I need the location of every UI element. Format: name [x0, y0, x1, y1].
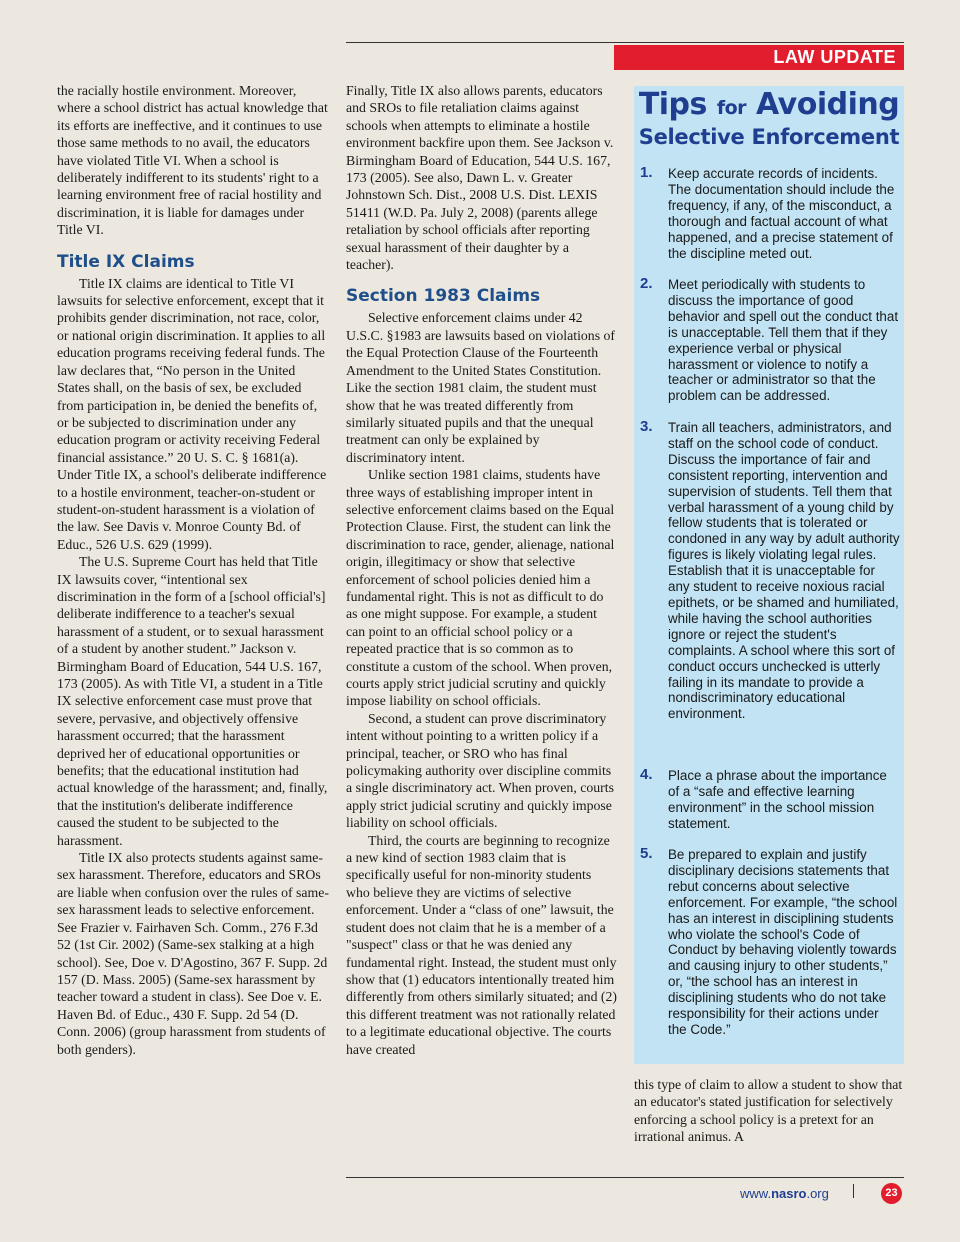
tip-number: 4. [640, 766, 653, 783]
col2-paragraph-1: Selective enforcement claims under 42 U.S.C. §1983 are lawsuits based on violations of the Equal Protection Clause of the Fourteenth Amendment to the United States Constitution. Like the section 1981 claim, the student must show that he was treated differently from similarly situated pupils and that the unequal treatment can only be explained by discriminatory intent. [346, 310, 616, 465]
tip-number: 3. [640, 418, 653, 435]
section-banner: LAW UPDATE [614, 45, 904, 70]
footer-website-link[interactable] [740, 1186, 829, 1201]
column-3-continuation: this type of claim to allow a student to show that an educator's stated justification for selectively enforcing a school policy is a pretext for an irrational animus. A [634, 1077, 903, 1145]
tip-number: 2. [640, 275, 653, 292]
footer-url-prefix: www. [740, 1186, 772, 1201]
column-1 [57, 82, 329, 1058]
page-number-badge: 23 [881, 1183, 902, 1204]
tips-title-line-2: Selective Enforcement [638, 125, 900, 149]
tip-text: Place a phrase about the importance of a “safe and effective learning environment” in the school mission statement. [668, 768, 887, 831]
col1-paragraph-1: Title IX claims are identical to Title VI lawsuits for selective enforcement, except that it prohibits gender discrimination, not race, color, or national origin discrimination. It applies to all education programs receiving federal funds. The law declares that, “No person in the United States shall, on the basis of sex, be excluded from participation in, be denied the benefits of, or be subjected to discrimination under any education program or activity receiving Federal financial assistance.” 20 U. S. C. § 1681(a). Under Title IX, a school's deliberate indifference to a hostile environment, teacher-on-student or student-on-student harassment is a violation of the law. See Davis v. Monroe County Bd. of Educ., 526 U.S. 629 (1999). [57, 275, 327, 552]
tips-title-word-avoiding: Avoiding [756, 87, 900, 122]
col2-paragraph-4: Third, the courts are beginning to recognize a new kind of section 1983 claim that is specifically useful for non-minority students who believe they are victims of selective enforcement. Under a “class of one” lawsuit, the student does not claim that he is a member of a "suspect" class or that he was denied any fundamental right. Instead, the student must only show that (1) educators intentionally treated him differently from others similarly situated; and (2) this different treatment was not rationally related to a legitimate educational objective. The courts have created [346, 832, 618, 1057]
col2-paragraph-3: Second, a student can prove discriminatory intent without pointing to a written policy if a principal, teacher, or SRO who has final policymaking authority over discipline commits a single discriminatory act. When proven, courts apply strict judicial scrutiny and quickly impose liability on school officials. [346, 710, 614, 831]
tip-number: 5. [640, 845, 653, 862]
tips-title [634, 88, 904, 149]
bottom-rule [346, 1177, 904, 1178]
footer-url-domain: nasro [771, 1186, 807, 1201]
title-ix-heading: Title IX Claims [57, 251, 195, 272]
tips-title-word-tips: Tips [638, 87, 707, 122]
tip-text: Train all teachers, administrators, and staff on the school code of conduct. Discuss the importance of fair and consistent reporting, intervention and supervision of students. Tell them that verbal harassment of a young child by fellow students that is tolerated or condoned in any way by adult authority figures is likely violating legal rules. Establish that it is unacceptable for any student to receive noxious racial epithets, or be shamed and humiliated, while having the school authorities ignore or reject the student's complaints. A school where this sort of conduct occurs unchecked is utterly failing in its mandate to provide a nondiscriminatory educational environment. [668, 420, 900, 722]
tip-text: Meet periodically with students to discuss the importance of good behavior and spell out the conduct that is unacceptable. Tell them that if they experience verbal or physical harassment or violence to notify a teacher or administrator so that the problem can be addressed. [668, 277, 899, 404]
tip-text: Keep accurate records of incidents. The documentation should include the frequency, if any, of the misconduct, a thorough and factual account of what happened, and a precise statement of the discipline meted out. [668, 166, 895, 261]
footer-divider [853, 1184, 854, 1198]
col2-paragraph-2: Unlike section 1981 claims, students have three ways of establishing improper intent in selective enforcement claims based on the Equal Protection Clause. First, the student can link the discrimination to race, gender, alienage, national origin, illegitimacy or show that selective enforcement of school policies denied him a fundamental right. This is not as difficult to do as one might suppose. For example, a student can point to an official school policy or a repeated practice that is so common as to constitute a custom of the school. When proven, courts apply strict judicial scrutiny and quickly impose liability on school officials. [346, 467, 615, 709]
col1-paragraph-3: Title IX also protects students against same-sex harassment. Therefore, educators and SROs are liable when confusion over the rules of same-sex harassment leads to selective enforcement. See Frazier v. Fairhaven Sch. Comm., 276 F.3d 52 (1st Cir. 2002) (Same-sex stalking at a high school). See, Doe v. D'Agostino, 367 F. Supp. 2d 157 (D. Mass. 2005) (Same-sex harassment by teacher toward a student in class). See Doe v. E. Haven Bd. of Educ., 430 F. Supp. 2d 54 (D. Conn. 2006) (group harassment from students of both genders). [57, 850, 330, 1057]
col1-intro-paragraph: the racially hostile environment. Moreover, where a school district has actual knowledge that its efforts are ineffective, and it continues to use those same methods to no avail, the educators have violated Title VI. When a school is deliberately indifferent to its students' right to a learning environment free of racial hostility and discrimination, it is liable for damages under Title VI. [57, 83, 328, 238]
tip-number: 1. [640, 164, 653, 181]
col1-paragraph-2: The U.S. Supreme Court has held that Title IX lawsuits cover, “intentional sex discrimination in the form of a [school official's] deliberate indifference to a teacher's sexual harassment of a student, or to sexual harassment of a student by another student.” Jackson v. Birmingham Board of Education, 544 U.S. 167, 173 (2005). As with Title VI, a student in a Title IX selective enforcement case must prove that severe, pervasive, and objectively offensive harassment occurred; that the harassment deprived her of educational opportunities or benefits; that the educational institution had actual knowledge of the harassment; and, finally, that the institution's deliberate indifference caused the student to be subjected to the harassment. [57, 554, 328, 848]
section-1983-heading: Section 1983 Claims [346, 286, 541, 307]
col2-intro-paragraph: Finally, Title IX also allows parents, educators and SROs to file retaliation claims against schools when attempts to eliminate a hostile environment backfire upon them. See Jackson v. Birmingham Board of Education, 544 U.S. 167, 173 (2005). See also, Dawn L. v. Greater Johnstown Sch. Dist., 2008 U.S. Dist. LEXIS 51411 (W.D. Pa. July 2, 2008) (parents allege retaliation by school officials after reporting sexual harassment of their daughter by a teacher). [346, 83, 614, 273]
tip-text: Be prepared to explain and justify disciplinary decisions statements that rebut concerns about selective enforcement. For example, “the school has an interest in disciplining students who violate the school's Code of Conduct by behaving violently towards and causing injury to other students,” or, “the school has an interest in disciplining students who do not take responsibility for their actions under the Code.” [668, 847, 898, 1037]
tips-sidebar [634, 86, 904, 1064]
top-rule [346, 42, 904, 43]
footer-url-suffix: .org [806, 1186, 829, 1201]
tips-title-word-for: for [716, 97, 747, 119]
column-2 [346, 82, 618, 1058]
